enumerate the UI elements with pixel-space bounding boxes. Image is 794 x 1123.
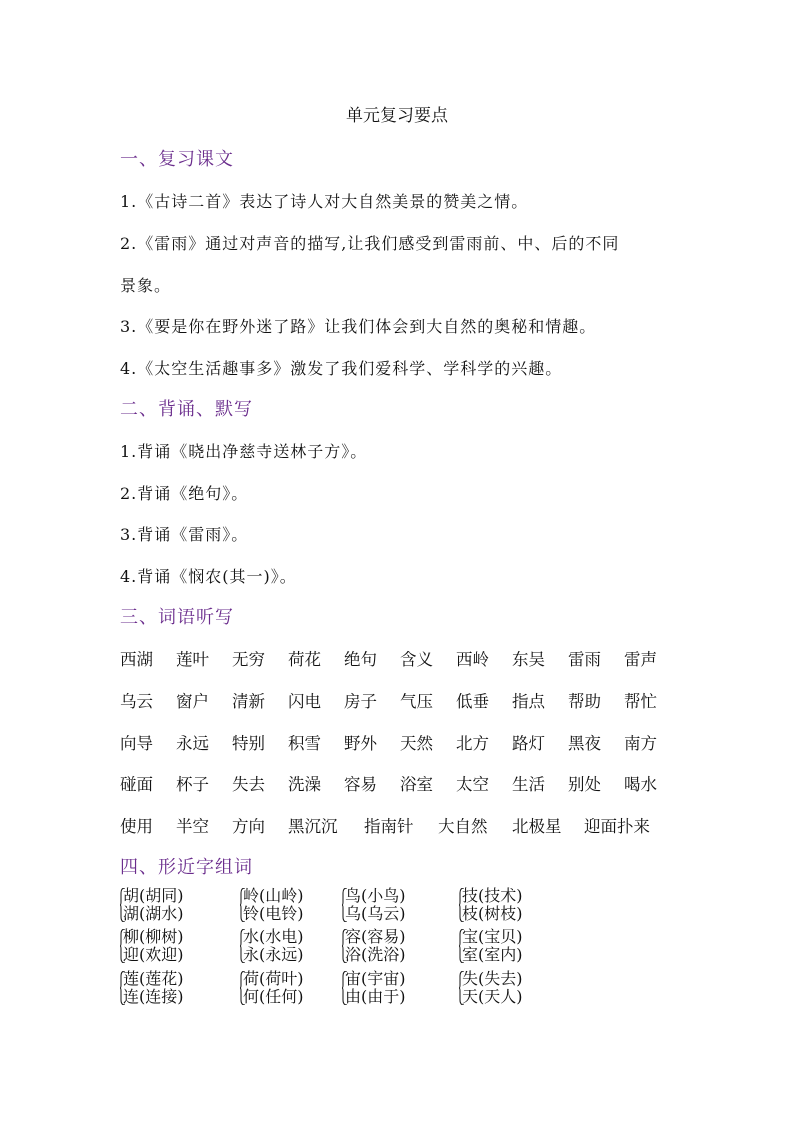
char-word: 宝(宝贝) (462, 927, 523, 946)
word-item: 向导 (120, 734, 153, 753)
char-word: 岭(山岭) (243, 886, 304, 905)
word-item: 别处 (568, 775, 601, 794)
word-item: 绝句 (344, 650, 377, 669)
word-item: 东吴 (512, 650, 545, 669)
word-item: 杯子 (176, 775, 209, 794)
section-heading-recite: 二、背诵、默写 (120, 399, 253, 420)
word-item: 南方 (624, 734, 657, 753)
char-word: 鸟(小鸟) (345, 886, 406, 905)
word-item: 方向 (232, 817, 265, 836)
page-title: 单元复习要点 (346, 106, 448, 126)
word-item: 闪电 (288, 692, 321, 711)
recite-line-2: 2.背诵《绝句》。 (120, 484, 249, 503)
char-word: 何(任何) (243, 987, 304, 1006)
word-item: 西湖 (120, 650, 153, 669)
word-item: 容易 (344, 775, 377, 794)
word-item: 帮助 (568, 692, 601, 711)
word-item: 积雪 (288, 734, 321, 753)
word-item: 大自然 (438, 817, 488, 836)
section-heading-review-texts: 一、复习课文 (120, 149, 234, 170)
word-item: 清新 (232, 692, 265, 711)
char-word: 容(容易) (345, 927, 406, 946)
char-word: 天(天人) (462, 987, 523, 1006)
review-line-4: 4.《太空生活趣事多》激发了我们爱科学、学科学的兴趣。 (120, 359, 563, 378)
char-word: 失(失去) (462, 969, 523, 988)
recite-line-1: 1.背诵《晓出净慈寺送林子方》。 (120, 442, 368, 461)
word-item: 失去 (232, 775, 265, 794)
word-item: 莲叶 (176, 650, 209, 669)
word-item: 野外 (344, 734, 377, 753)
word-item: 西岭 (456, 650, 489, 669)
word-item: 雷雨 (568, 650, 601, 669)
word-item: 太空 (456, 775, 489, 794)
char-word: 柳(柳树) (123, 927, 184, 946)
word-item: 北极星 (512, 817, 562, 836)
char-word: 乌(乌云) (345, 904, 406, 923)
review-line-2: 2.《雷雨》通过对声音的描写,让我们感受到雷雨前、中、后的不同 (120, 234, 620, 253)
word-item: 气压 (400, 692, 433, 711)
word-item: 碰面 (120, 775, 153, 794)
word-item: 窗户 (176, 692, 209, 711)
char-word: 铃(电铃) (243, 904, 304, 923)
recite-line-4: 4.背诵《悯农(其一)》。 (120, 567, 297, 586)
word-item: 指点 (512, 692, 545, 711)
char-word: 水(水电) (243, 927, 304, 946)
char-word: 湖(湖水) (123, 904, 184, 923)
char-word: 技(技术) (462, 886, 523, 905)
review-line-1: 1.《古诗二首》表达了诗人对大自然美景的赞美之情。 (120, 192, 529, 211)
word-item: 含义 (400, 650, 433, 669)
char-word: 荷(荷叶) (243, 969, 304, 988)
word-item: 天然 (400, 734, 433, 753)
word-item: 喝水 (624, 775, 657, 794)
review-line-3: 3.《要是你在野外迷了路》让我们体会到大自然的奥秘和情趣。 (120, 317, 597, 336)
word-item: 北方 (456, 734, 489, 753)
section-heading-dictation: 三、词语听写 (120, 607, 234, 628)
char-word: 枝(树枝) (462, 904, 523, 923)
char-word: 迎(欢迎) (123, 945, 184, 964)
word-item: 永远 (176, 734, 209, 753)
char-word: 宙(宇宙) (345, 969, 406, 988)
word-item: 黑夜 (568, 734, 601, 753)
word-item: 迎面扑来 (584, 817, 650, 836)
word-item: 路灯 (512, 734, 545, 753)
char-word: 连(连接) (123, 987, 184, 1006)
word-item: 房子 (344, 692, 377, 711)
char-word: 永(永远) (243, 945, 304, 964)
char-word: 浴(洗浴) (345, 945, 406, 964)
word-item: 黑沉沉 (288, 817, 338, 836)
word-item: 洗澡 (288, 775, 321, 794)
review-line-2-cont: 景象。 (120, 276, 172, 295)
word-item: 半空 (176, 817, 209, 836)
word-item: 使用 (120, 817, 153, 836)
char-word: 室(室内) (462, 945, 523, 964)
char-word: 莲(莲花) (123, 969, 184, 988)
section-heading-similar-chars: 四、形近字组词 (120, 857, 253, 878)
word-item: 低垂 (456, 692, 489, 711)
recite-line-3: 3.背诵《雷雨》。 (120, 525, 249, 544)
word-item: 乌云 (120, 692, 153, 711)
char-word: 由(由于) (345, 987, 406, 1006)
char-word: 胡(胡同) (123, 886, 184, 905)
word-item: 指南针 (364, 817, 414, 836)
word-item: 雷声 (624, 650, 657, 669)
word-item: 无穷 (232, 650, 265, 669)
word-item: 生活 (512, 775, 545, 794)
word-item: 帮忙 (624, 692, 657, 711)
word-item: 特别 (232, 734, 265, 753)
word-item: 浴室 (400, 775, 433, 794)
word-item: 荷花 (288, 650, 321, 669)
